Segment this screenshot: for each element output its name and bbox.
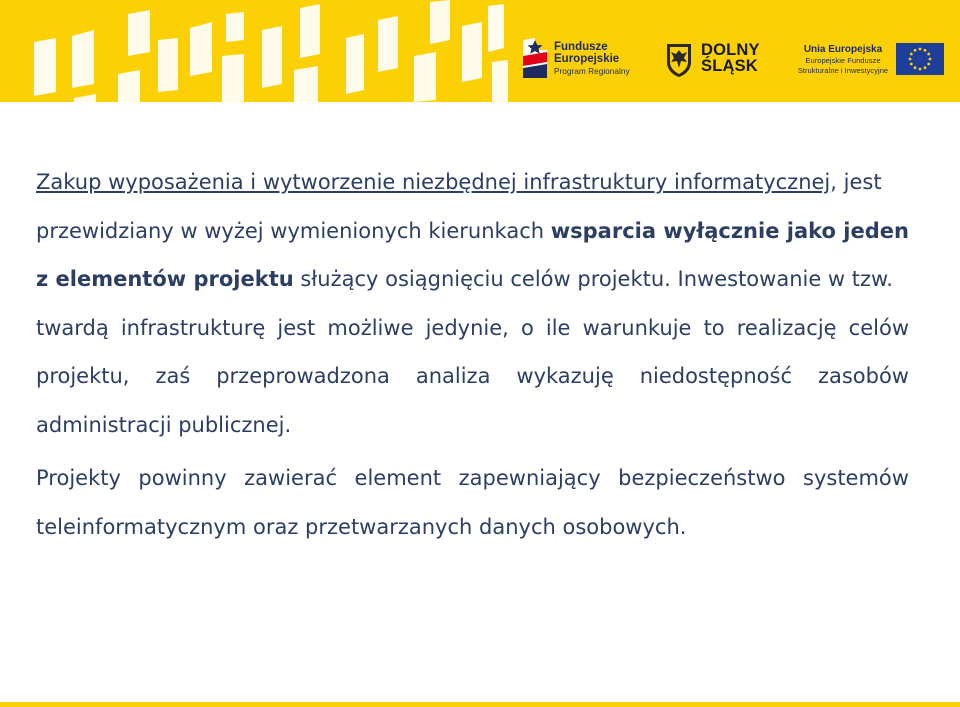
word: Projekty: [36, 466, 121, 490]
unia-europejska-label: Unia Europejska: [803, 44, 883, 55]
fundusze-label: Fundusze: [554, 41, 608, 53]
unia-europejska-logo: [796, 42, 946, 82]
word: celów: [848, 315, 909, 340]
dolny-slask-logo: [664, 40, 774, 80]
word: przeprowadzona: [216, 364, 390, 388]
paragraph-2-line-2: [36, 511, 909, 560]
equipment-purchase-phrase: Zakup wyposażenia i wytworzenie niezbędnej infrastruktury informatycznej: [36, 170, 831, 194]
paragraph-1-line-3: [36, 263, 909, 312]
word: jedynie,: [425, 315, 509, 340]
word: realizację: [736, 315, 837, 340]
word: powinny: [138, 466, 227, 490]
slask-label: ŚLĄSK: [701, 57, 758, 75]
word: niedostępność: [639, 364, 792, 388]
word: zasobów: [817, 364, 909, 388]
bold-phrase: wsparcia wyłącznie jako jeden: [550, 218, 909, 243]
slide-content: [36, 166, 909, 559]
dolny-label: DOLNY: [701, 41, 760, 59]
word: zapewniający: [458, 466, 601, 490]
eu-flag-icon: [896, 43, 944, 75]
fundusze-star-icon: [520, 34, 554, 78]
paragraph-1-line-5: [36, 360, 909, 409]
word: twardą: [36, 315, 109, 340]
strukturalne-label: Strukturalne i Inwestycyjne: [797, 66, 889, 75]
text-segment: , jest: [830, 170, 882, 194]
bottom-accent-line: [0, 702, 960, 707]
eagle-crest-icon: [664, 42, 694, 78]
word: ile: [545, 315, 571, 340]
word: analiza: [415, 364, 491, 388]
bold-phrase: z elementów projektu: [36, 267, 294, 291]
word: zaś: [155, 364, 191, 388]
fundusze-europejskie-logo: [520, 34, 640, 82]
word: jest: [277, 315, 316, 340]
paragraph-1-line-4: [36, 312, 909, 361]
word: systemów: [803, 466, 909, 490]
text-segment: przewidziany w wyżej wymienionych kierunkach: [36, 218, 551, 243]
paragraph-1-line-1: [36, 166, 909, 215]
word: projektu,: [36, 364, 130, 388]
europejskie-fundusze-label: Europejskie Fundusze: [805, 56, 881, 65]
word: to: [703, 315, 725, 340]
program-regionalny-label: Program Regionalny: [554, 66, 630, 76]
top-banner: [0, 0, 960, 102]
word: element: [354, 466, 442, 490]
paragraph-2-line-1: [36, 462, 909, 511]
text-segment: administracji publicznej.: [36, 412, 292, 437]
word: możliwe: [327, 315, 414, 340]
paragraph-1-line-6: [36, 409, 909, 458]
paragraph-1-line-2: [36, 215, 909, 264]
word: wykazuję: [516, 364, 614, 388]
word: o: [520, 315, 534, 340]
text-segment: teleinformatycznym oraz przetwarzanych danych osobowych.: [36, 514, 687, 539]
word: warunkuje: [582, 315, 692, 340]
word: infrastrukturę: [120, 315, 266, 340]
word: bezpieczeństwo: [618, 466, 786, 490]
text-segment: służący osiągnięciu celów projektu. Inwestowanie w tzw.: [293, 267, 893, 291]
word: zawierać: [244, 466, 338, 490]
decorative-buildings-graphic: [0, 0, 510, 102]
europejskie-label: Europejskie: [554, 53, 620, 65]
